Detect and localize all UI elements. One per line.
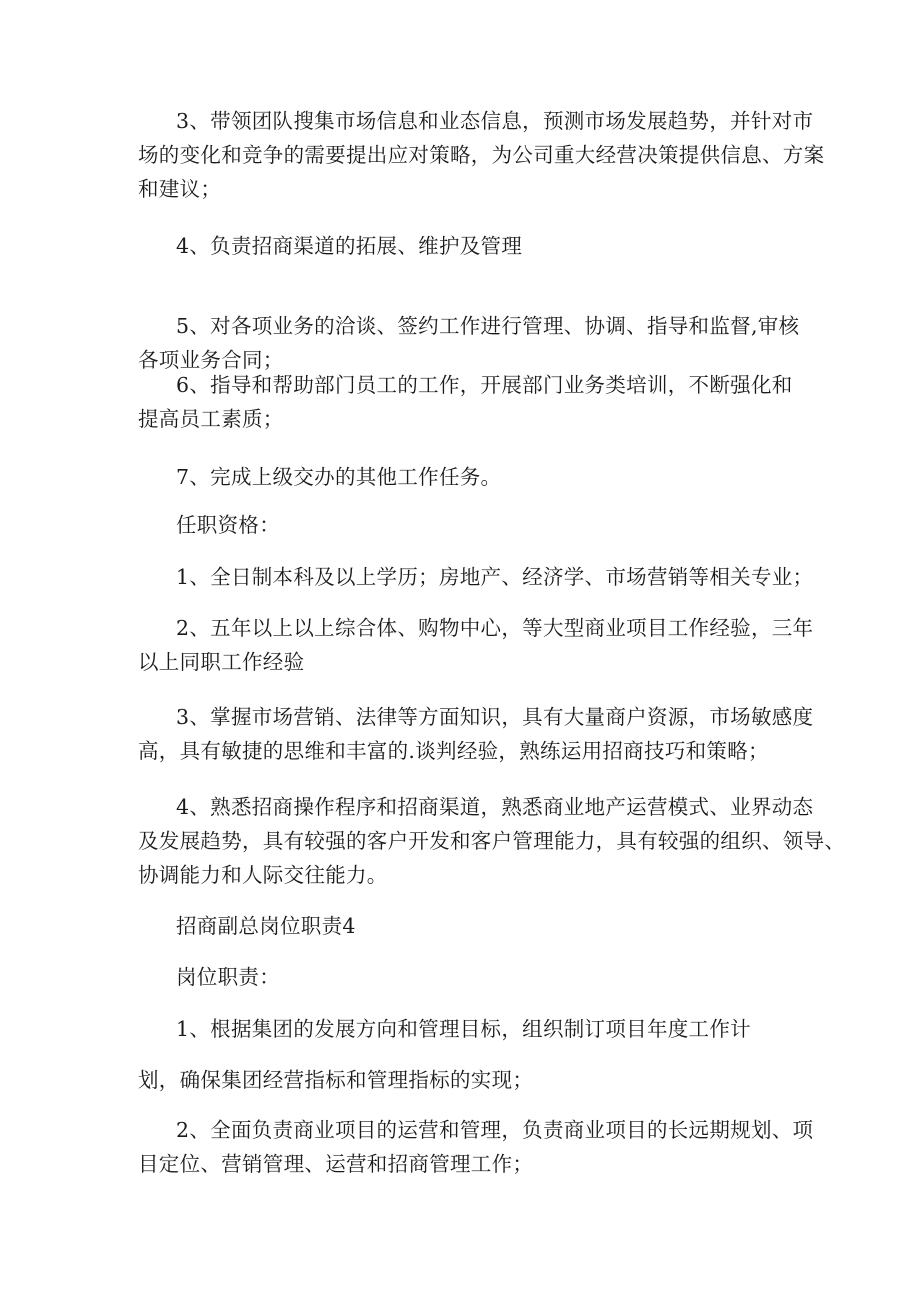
text-line: 1、根据集团的发展方向和管理目标，组织制订项目年度工作计 — [176, 1017, 751, 1041]
text-line: 场的变化和竞争的需要提出应对策略，为公司重大经营决策提供信息、方案 — [138, 143, 825, 167]
paragraph-duty-a1-cont — [0, 1063, 920, 1097]
text-line: 及发展趋势，具有较强的客户开发和客户管理能力，具有较强的组织、领导、 — [138, 829, 846, 853]
paragraph-duty-5 — [0, 309, 920, 377]
text-line: 4、熟悉招商操作程序和招商渠道，熟悉商业地产运营模式、业界动态 — [176, 795, 814, 819]
paragraph-duty-3 — [0, 104, 920, 206]
paragraph-qual-3 — [0, 700, 920, 768]
text-line: 3、带领团队搜集市场信息和业态信息，预测市场发展趋势，并针对市 — [176, 109, 814, 133]
paragraph-duty-6 — [0, 368, 920, 436]
paragraph-duty-a2 — [0, 1113, 920, 1181]
paragraph-qual-4 — [0, 790, 920, 892]
text-line: 7、完成上级交办的其他工作任务。 — [176, 465, 502, 489]
section-heading-duties — [0, 960, 920, 994]
text-line: 高，具有敏捷的思维和丰富的.谈判经验，熟练运用招商技巧和策略； — [138, 739, 769, 763]
text-line: 5、对各项业务的洽谈、签约工作进行管理、协调、指导和监督,审核 — [176, 314, 800, 338]
paragraph-qual-1 — [0, 560, 920, 594]
text-line: 4、负责招商渠道的拓展、维护及管理 — [176, 234, 523, 258]
text-line: 以上同职工作经验 — [138, 650, 305, 674]
section-heading-role-4 — [0, 909, 920, 943]
text-line: 2、五年以上以上综合体、购物中心，等大型商业项目工作经验，三年 — [176, 616, 814, 640]
text-line: 1、全日制本科及以上学历；房地产、经济学、市场营销等相关专业； — [176, 565, 814, 589]
text-line: 各项业务合同； — [138, 348, 284, 372]
text-line: 和建议； — [138, 177, 222, 201]
text-line: 招商副总岗位职责4 — [176, 914, 356, 938]
text-line: 6、指导和帮助部门员工的工作，开展部门业务类培训，不断强化和 — [176, 373, 793, 397]
paragraph-duty-7 — [0, 460, 920, 494]
paragraph-duty-a1 — [0, 1012, 920, 1046]
section-heading-qualifications — [0, 508, 920, 542]
text-line: 划，确保集团经营指标和管理指标的实现； — [138, 1068, 534, 1092]
paragraph-qual-2 — [0, 611, 920, 679]
text-line: 任职资格： — [176, 513, 280, 537]
text-line: 协调能力和人际交往能力。 — [138, 863, 388, 887]
text-line: 3、掌握市场营销、法律等方面知识，具有大量商户资源，市场敏感度 — [176, 705, 814, 729]
text-line: 目定位、营销管理、运营和招商管理工作； — [138, 1152, 534, 1176]
text-line: 提高员工素质； — [138, 407, 284, 431]
paragraph-duty-4 — [0, 229, 920, 263]
text-line: 2、全面负责商业项目的运营和管理，负责商业项目的长远期规划、项 — [176, 1118, 814, 1142]
text-line: 岗位职责： — [176, 965, 280, 989]
